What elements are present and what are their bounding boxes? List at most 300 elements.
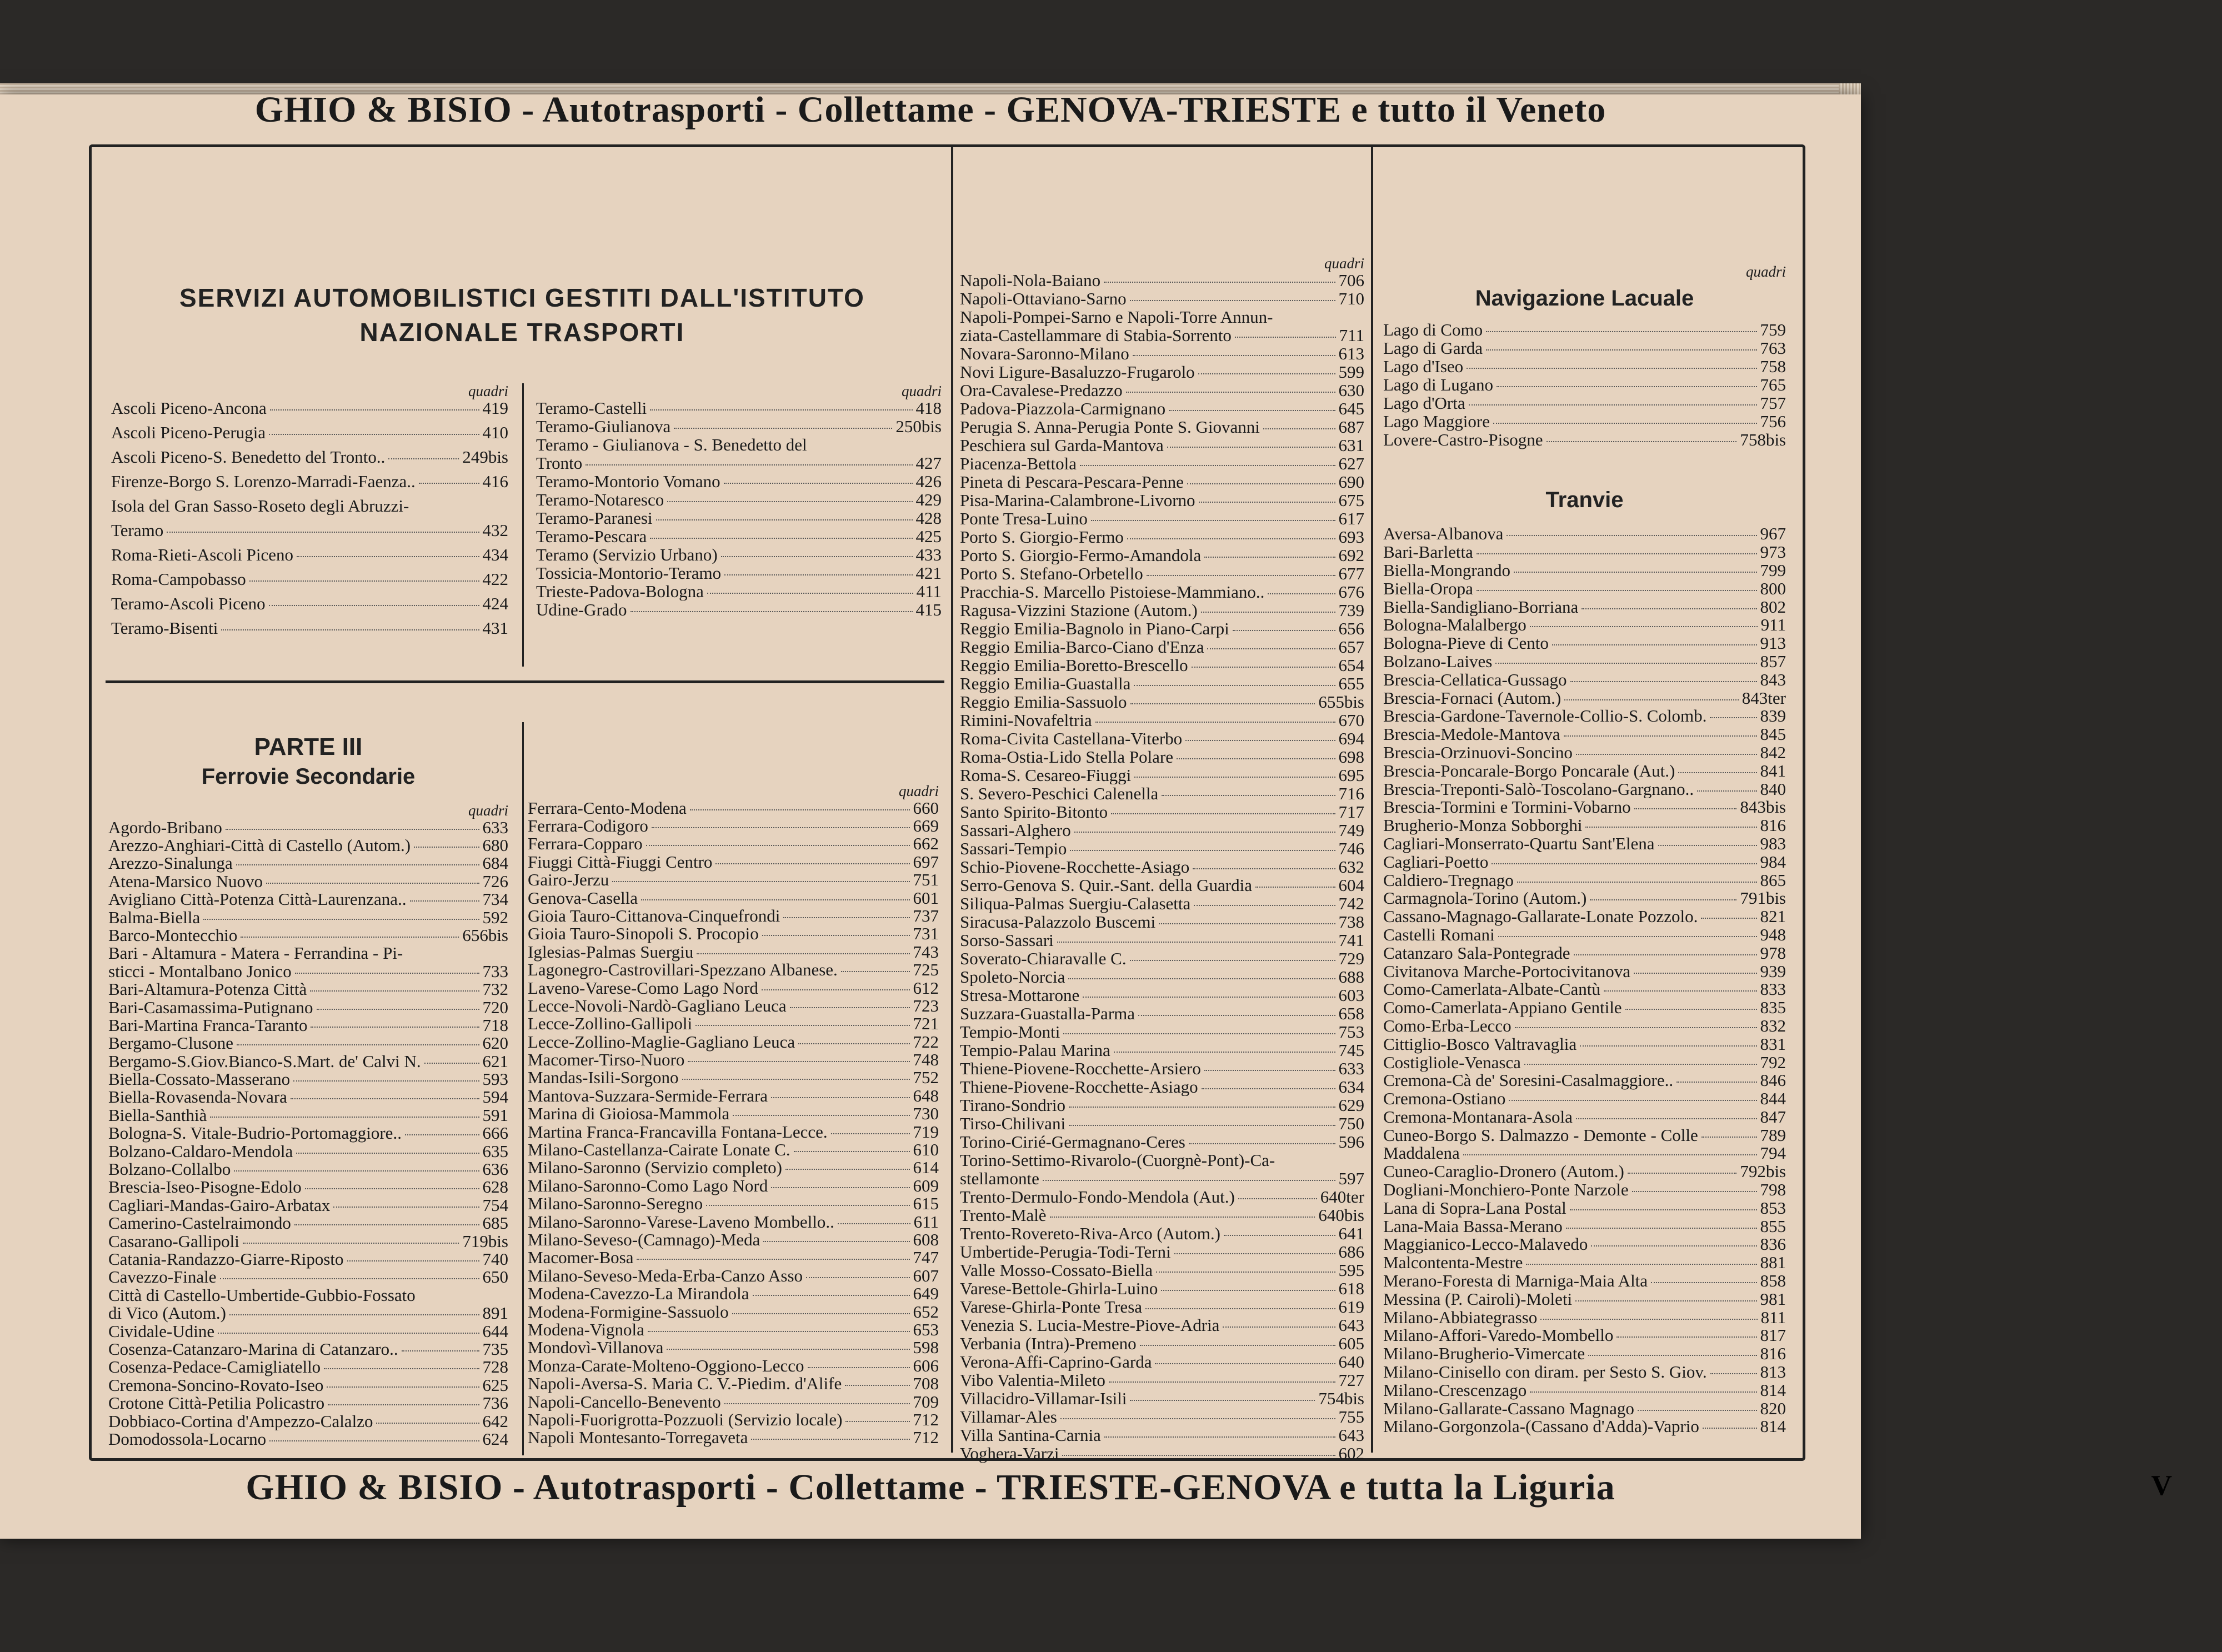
list-item [528,1249,939,1266]
item-name: Tronto [536,454,583,473]
item-name: Ascoli Piceno-Perugia [111,423,266,442]
item-name: Ascoli Piceno-S. Benedetto del Tronto.. [111,448,386,467]
dot-leader [724,574,912,575]
item-table-number: 843 [1760,669,1786,689]
dot-leader [1634,973,1756,974]
list-item [960,803,1364,822]
list-item [108,819,508,837]
dot-leader [410,900,479,902]
item-table-number: 249bis [462,447,508,467]
item-table-number: 891 [482,1303,508,1323]
dot-leader [324,1368,479,1369]
list-item [1383,1090,1786,1108]
nav-list [1383,321,1786,449]
item-name: Milano-Crescenzago [1383,1381,1527,1400]
dot-leader [1514,572,1756,573]
dot-leader [1062,1455,1335,1456]
dot-leader [1576,754,1757,755]
item-name: Marina di Gioiosa-Mammola [528,1105,730,1124]
list-item [1383,908,1786,926]
list-item [960,1225,1364,1243]
item-name: Brescia-Cellatica-Gussago [1383,670,1567,689]
list-item [960,767,1364,785]
list-item [1383,1235,1786,1254]
dot-leader [724,1403,910,1404]
item-name: Como-Erba-Lecco [1383,1017,1512,1035]
item-name: Maggianico-Lecco-Malavedo [1383,1235,1588,1254]
dot-leader [1517,882,1757,883]
list-item [960,877,1364,895]
item-table-number: 857 [1760,651,1786,671]
item-table-number: 612 [913,978,939,998]
item-name: Lago di Lugano [1383,376,1494,394]
item-table-number: 847 [1760,1107,1786,1127]
dot-leader [1185,740,1335,741]
dot-leader [845,1421,909,1422]
dot-leader [414,847,479,848]
dot-leader [376,1423,479,1424]
item-name: Carmagnola-Torino (Autom.) [1383,889,1587,908]
list-item [108,1124,508,1142]
item-name: Ora-Cavalese-Predazzo [960,381,1123,400]
item-name: Bologna-Pieve di Cento [1383,634,1549,653]
item-table-number: 624 [482,1429,508,1449]
item-table-number: 718 [482,1015,508,1035]
item-name: Milano-Saronno-Seregno [528,1195,703,1214]
item-name: Cavezzo-Finale [108,1268,217,1287]
item-table-number: 752 [913,1068,939,1088]
item-table-number: 250bis [895,416,942,436]
item-name: Brescia-Medole-Mantova [1383,725,1560,744]
item-name: Milano-Seveso-Meda-Erba-Canzo Asso [528,1266,803,1285]
dot-leader [1703,1428,1757,1429]
item-table-number: 669 [913,816,939,835]
list-item [536,436,942,454]
list-item [1383,653,1786,671]
list-item [108,854,508,872]
dot-leader [270,409,479,411]
dot-leader [310,990,479,992]
item-name: Catania-Randazzo-Giarre-Riposto [108,1250,344,1269]
item-table-number: 757 [1760,393,1786,413]
list-item [528,1015,939,1033]
item-table-number: 648 [913,1085,939,1105]
item-name: Siliqua-Palmas Suergiu-Calasetta [960,894,1191,913]
dot-leader [762,935,910,936]
item-name: Bari-Casamassima-Putignano [108,998,313,1017]
item-table-number: 635 [482,1141,508,1161]
item-name: Cuneo-Borgo S. Dalmazzo - Demonte - Colle [1383,1126,1698,1145]
item-table-number: 738 [1338,912,1364,932]
list-item [960,547,1364,565]
list-item [960,822,1364,840]
quadri-label: quadri [898,783,939,799]
item-name: Reggio Emilia-Barco-Ciano d'Enza [960,638,1204,657]
list-item [960,987,1364,1005]
dot-leader [1710,1373,1757,1374]
item-name: Laveno-Varese-Como Lago Nord [528,979,758,998]
dot-leader [1193,868,1335,869]
item-name: Lana-Maia Bassa-Merano [1383,1217,1563,1236]
list-item [528,1339,939,1356]
item-name: Teramo-Notaresco [536,490,664,509]
dot-leader [1552,644,1757,645]
item-table-number: 843ter [1741,688,1786,708]
item-name: Milano-Gallarate-Cassano Magnago [1383,1399,1634,1418]
item-name: Aversa-Albanova [1383,525,1504,544]
dot-leader [1130,960,1335,961]
dot-leader [1676,1082,1756,1083]
dot-leader [724,483,913,484]
item-name: Tempio-Palau Marina [960,1041,1110,1060]
list-item [528,1213,939,1231]
list-item [1383,1127,1786,1145]
page-number: V [2151,1470,2172,1501]
item-name: Bari - Altamura - Matera - Ferrandina - Pi- [108,944,403,963]
list-item [1383,598,1786,617]
item-table-number: 633 [1338,1058,1364,1078]
list-item [960,712,1364,730]
item-table-number: 660 [913,798,939,818]
item-table-number: 742 [1338,893,1364,913]
dot-leader [424,1063,479,1064]
item-name: Bari-Altamura-Potenza Città [108,980,307,999]
list-item [536,528,942,546]
item-table-number: 415 [915,599,942,619]
dot-leader [243,1243,459,1244]
dot-leader [733,1115,909,1116]
item-table-number: 656bis [462,925,508,945]
dot-leader [1167,447,1335,448]
dot-leader [641,899,910,900]
quadri-label: quadri [468,383,508,399]
item-name: Lago d'Orta [1383,394,1465,413]
item-name: Atena-Marsico Nuovo [108,872,263,891]
list-item [960,895,1364,913]
list-item [1383,689,1786,708]
list-item [1383,798,1786,817]
list-item [960,290,1364,308]
item-table-number: 427 [915,453,942,473]
item-name: Ragusa-Vizzini Stazione (Autom.) [960,601,1198,620]
list-item [528,835,939,853]
list-item [960,1115,1364,1133]
item-table-number: 758bis [1740,430,1786,449]
dot-leader [1155,1363,1335,1364]
item-table-number: 419 [482,398,508,418]
dot-leader [1564,735,1757,737]
list-item [108,1413,508,1430]
item-name: Bolzano-Collalbo [108,1160,231,1179]
dot-leader [1697,790,1756,792]
list-item [960,583,1364,602]
item-name: Tirano-Sondrio [960,1096,1066,1115]
list-item [536,583,942,601]
list-item [528,817,939,835]
list-item [528,979,939,997]
ins-title-line2: NAZIONALE TRASPORTI [359,318,685,347]
list-item [1383,671,1786,689]
list-item [960,1133,1364,1152]
item-name: Modena-Vignola [528,1320,644,1339]
list-item [108,1017,508,1034]
dot-leader [762,989,910,990]
item-name: Milano-Saronno-Como Lago Nord [528,1177,768,1195]
item-name: Santo Spirito-Bitonto [960,803,1108,822]
dot-leader [305,1188,479,1189]
list-item [108,909,508,927]
item-table-number: 729 [1338,948,1364,968]
item-table-number: 607 [913,1265,939,1285]
item-name: Verbania (Intra)-Premeno [960,1334,1137,1353]
ins-column-divider [522,383,524,667]
item-table-number: 676 [1338,582,1364,602]
item-name: Cremona-Soncino-Rovato-Iseo [108,1376,324,1395]
quadri-label: quadri [1324,255,1364,272]
item-table-number: 794 [1760,1143,1786,1163]
item-name: Brescia-Orzinuovi-Soncino [1383,743,1573,762]
list-item [1383,926,1786,944]
item-table-number: 841 [1760,760,1786,780]
list-item [108,1197,508,1214]
item-table-number: 720 [482,997,508,1017]
item-table-number: 746 [1338,838,1364,858]
dot-leader [715,863,909,864]
item-name: Messina (P. Cairoli)-Moleti [1383,1290,1573,1309]
dot-leader [1104,282,1335,283]
item-table-number: 422 [482,569,508,589]
dot-leader [650,409,912,411]
list-item [960,602,1364,620]
item-name: Spoleto-Norcia [960,968,1065,987]
dot-leader [771,1187,909,1188]
item-table-number: 433 [915,544,942,564]
item-name: Casarano-Gallipoli [108,1232,239,1251]
item-name: Dobbiaco-Cortina d'Ampezzo-Calalzo [108,1412,373,1431]
item-table-number: 754 [482,1195,508,1215]
list-item [528,1303,939,1321]
item-table-number: 693 [1338,527,1364,547]
item-name: Brescia-Tormini e Tormini-Vobarno [1383,798,1631,817]
item-table-number: 410 [482,422,508,442]
item-name: Reggio Emilia-Guastalla [960,674,1131,693]
item-table-number: 592 [482,907,508,927]
item-name: Como-Camerlata-Albate-Cantù [1383,980,1600,999]
item-table-number: 792bis [1740,1162,1786,1182]
item-table-number: 708 [913,1374,939,1394]
header-top: GHIO & BISIO - Autotrasporti - Collettame - GENOVA-TRIESTE e tutto il Veneto [254,89,1607,130]
item-name: Lago Maggiore [1383,413,1490,431]
item-table-number: 605 [1338,1333,1364,1353]
list-item [960,1298,1364,1316]
item-table-number: 813 [1760,1362,1786,1382]
list-item [1383,1345,1786,1363]
dot-leader [732,1313,910,1314]
dot-leader [1574,954,1757,955]
dot-leader [388,458,459,459]
dot-leader [1493,423,1757,424]
item-name: Cagliari-Poetto [1383,853,1489,872]
item-name: Milano-Cinisello con diram. per Sesto S. Giov. [1383,1363,1707,1381]
dot-leader [707,593,913,594]
list-item [111,619,508,644]
list-item [960,748,1364,767]
dot-leader [1604,990,1757,992]
dot-leader [333,1207,479,1208]
dot-leader [1495,663,1756,664]
item-table-number: 594 [482,1087,508,1107]
dot-leader [237,1044,479,1045]
list-item [960,1408,1364,1426]
dot-leader [690,809,910,810]
list-item [528,1375,939,1393]
list-item [1383,1290,1786,1309]
dot-leader [1588,1355,1756,1356]
item-name: Udine-Grado [536,600,627,619]
list-item [108,1070,508,1088]
item-name: Lago d'Iseo [1383,358,1464,376]
list-item [960,1371,1364,1390]
item-name: Bergamo-S.Giov.Bianco-S.Mart. de' Calvi N. [108,1052,421,1071]
quadri-label: quadri [1745,263,1786,280]
item-table-number: 644 [482,1321,508,1341]
list-item [960,1207,1364,1225]
item-table-number: 725 [913,960,939,980]
list-item [111,522,508,546]
list-item [1383,725,1786,744]
parte-left-list [108,803,508,1448]
item-name: Mantova-Suzzara-Sermide-Ferrara [528,1087,768,1105]
item-name: Brescia-Gardone-Tavernole-Collio-S. Colomb. [1383,707,1707,726]
item-table-number: 712 [913,1428,939,1448]
dot-leader [753,1295,910,1296]
list-item [108,1178,508,1196]
item-name: Barco-Montecchio [108,926,238,945]
item-table-number: 615 [913,1194,939,1214]
list-item [1383,1272,1786,1290]
item-table-number: 745 [1338,1040,1364,1060]
item-table-number: 610 [913,1140,939,1160]
dot-leader [269,1440,479,1441]
list-item [960,1188,1364,1207]
list-item [1383,1309,1786,1327]
item-table-number: 735 [482,1339,508,1359]
item-table-number: 719 [913,1122,939,1142]
item-table-number: 680 [482,835,508,855]
item-name: Suzzara-Guastalla-Parma [960,1004,1135,1023]
item-table-number: 606 [913,1355,939,1375]
item-name: Brescia-Iseo-Pisogne-Edolo [108,1178,302,1197]
list-item [108,927,508,944]
dot-leader [1540,1319,1757,1320]
item-name: Roma-Rieti-Ascoli Piceno [111,545,294,564]
item-name: Lovere-Castro-Pisogne [1383,431,1543,449]
item-table-number: 733 [482,961,508,981]
dot-leader [1224,1235,1335,1236]
dot-leader [1161,1290,1335,1291]
list-item [111,424,508,448]
item-table-number: 596 [1338,1132,1364,1152]
dot-leader [1530,626,1758,627]
list-item [111,595,508,619]
item-table-number: 723 [913,995,939,1015]
list-item [528,1105,939,1123]
item-table-number: 601 [913,888,939,908]
item-table-number: 652 [913,1301,939,1321]
list-item [960,1005,1364,1023]
dot-leader [808,1367,910,1368]
item-table-number: 611 [913,1212,939,1232]
item-table-number: 839 [1760,706,1786,726]
dot-leader [1263,428,1335,429]
list-item [108,1107,508,1124]
list-item [528,1393,939,1411]
dot-leader [1159,923,1335,924]
dot-leader [1069,1125,1335,1126]
dot-leader [1147,575,1335,576]
dot-leader [695,1025,909,1026]
item-table-number: 654 [1338,655,1364,675]
list-item [1383,580,1786,598]
list-item [1383,1108,1786,1127]
item-name: Biella-Mongrando [1383,561,1511,580]
dot-leader [1127,538,1335,539]
dot-leader [1104,1436,1335,1438]
item-table-number: 984 [1760,852,1786,872]
item-table-number: 747 [913,1248,939,1268]
item-name: Villamar-Ales [960,1408,1057,1426]
item-name: Lana di Sopra-Lana Postal [1383,1199,1567,1218]
dot-leader [402,1350,479,1351]
dot-leader [1060,1418,1335,1419]
dot-leader [1114,1052,1335,1053]
list-item [1383,1072,1786,1090]
item-name: Napoli-Fuorigrotta-Pozzuoli (Servizio locale) [528,1410,843,1429]
item-table-number: 721 [913,1014,939,1034]
item-name: Trento-Rovereto-Riva-Arco (Autom.) [960,1224,1220,1243]
item-name: Napoli-Cancello-Benevento [528,1393,721,1411]
list-item [960,272,1364,290]
item-table-number: 653 [913,1319,939,1339]
dot-leader [1467,368,1756,369]
item-table-number: 595 [1338,1260,1364,1280]
item-table-number: 640bis [1318,1205,1364,1225]
item-table-number: 755 [1338,1406,1364,1426]
item-table-number: 967 [1760,524,1786,544]
item-table-number: 719bis [462,1231,508,1251]
dot-leader [295,973,479,974]
dot-leader [783,917,909,918]
item-table-number: 634 [1338,1077,1364,1097]
dot-leader [1169,410,1335,411]
dot-leader [1134,685,1335,686]
item-table-number: 765 [1760,375,1786,394]
dot-leader [1069,1107,1335,1108]
item-name: Genova-Casella [528,889,638,908]
item-table-number: 649 [913,1284,939,1304]
list-item [960,1243,1364,1261]
item-name: Trieste-Padova-Bologna [536,582,704,601]
dot-leader [1477,590,1757,591]
item-table-number: 631 [1338,435,1364,455]
list-item [108,944,508,962]
item-name: Ferrara-Cento-Modena [528,799,687,818]
list-item [1383,889,1786,908]
list-item [111,570,508,595]
dot-leader [785,1169,909,1170]
list-item [528,1069,939,1087]
item-name: Roma-Campobasso [111,570,246,589]
